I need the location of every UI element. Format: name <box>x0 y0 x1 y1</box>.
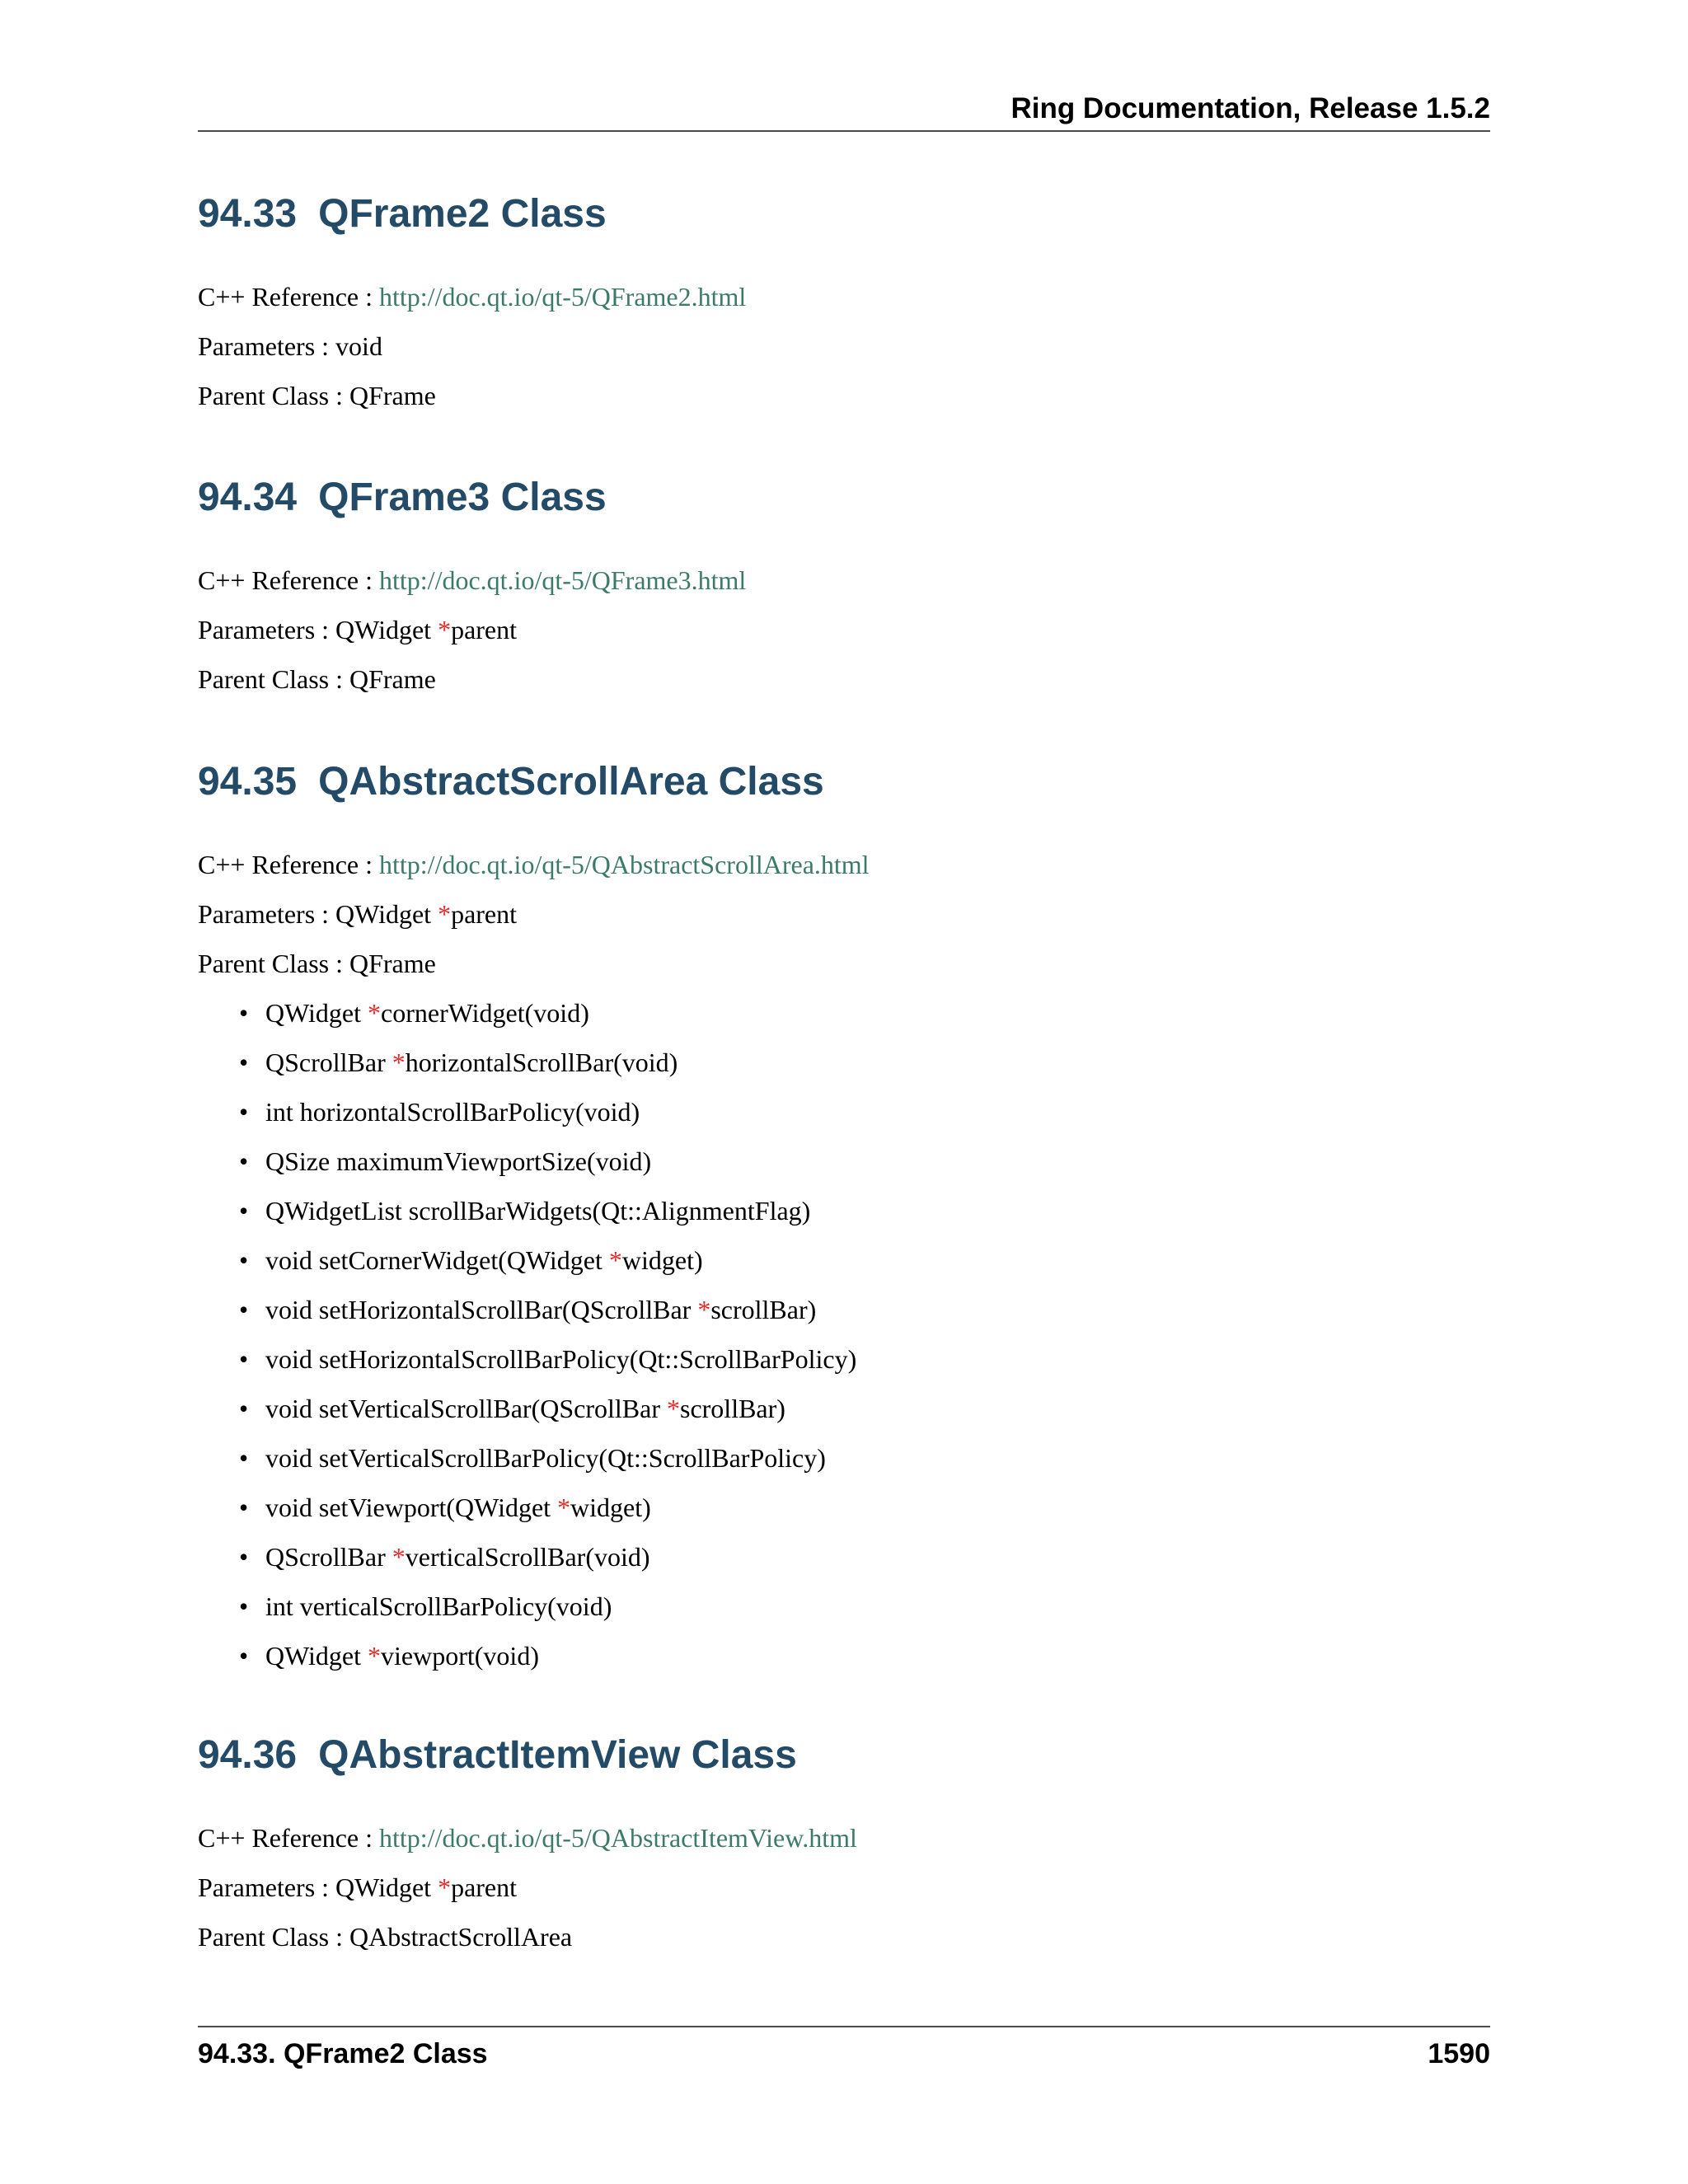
method-item <box>239 1137 1490 1186</box>
parameters <box>198 321 1490 371</box>
bullet-icon: • <box>239 1295 249 1324</box>
method-item <box>239 1087 1490 1137</box>
footer-page-number: 1590 <box>1428 2038 1490 2069</box>
document-title: Ring Documentation, Release 1.5.2 <box>1010 92 1490 124</box>
cpp-reference <box>198 840 1490 889</box>
section-meta <box>198 555 1490 704</box>
method-text-rest: viewport(void) <box>381 1641 539 1671</box>
pointer-star: * <box>608 1245 622 1275</box>
section-heading <box>198 759 1490 805</box>
parent-class-value: QFrame <box>349 949 436 978</box>
parent-class-label: Parent Class : <box>198 1922 349 1952</box>
cpp-reference-link[interactable]: http://doc.qt.io/qt-5/QFrame2.html <box>379 282 747 312</box>
cpp-reference <box>198 555 1490 605</box>
method-item <box>239 988 1490 1038</box>
running-footer <box>198 2026 1490 2077</box>
pointer-star: * <box>697 1295 711 1324</box>
bullet-icon: • <box>239 1493 249 1522</box>
running-header <box>198 89 1490 132</box>
method-text: void setVerticalScrollBarPolicy(Qt::ScrollBarPolicy) <box>265 1443 826 1473</box>
parent-class-value: QFrame <box>349 381 436 410</box>
method-text-rest: widget) <box>621 1245 703 1275</box>
pointer-star: * <box>438 899 452 929</box>
method-item <box>239 1285 1490 1334</box>
parameters-label: Parameters : <box>198 1872 336 1902</box>
method-item <box>239 1483 1490 1532</box>
section-qabstractitemview <box>198 1732 1490 1961</box>
bullet-icon: • <box>239 1146 249 1176</box>
footer-section-title: 94.33. QFrame2 Class <box>198 2038 488 2069</box>
cpp-reference-link[interactable]: http://doc.qt.io/qt-5/QAbstractItemView.html <box>379 1823 857 1853</box>
parameters <box>198 1863 1490 1912</box>
parent-class <box>198 1912 1490 1961</box>
parent-class-label: Parent Class : <box>198 381 349 410</box>
method-text-rest: cornerWidget(void) <box>381 998 589 1028</box>
parent-class-label: Parent Class : <box>198 949 349 978</box>
parameters-label: Parameters : <box>198 899 336 929</box>
pointer-star: * <box>392 1047 406 1077</box>
parent-class-label: Parent Class : <box>198 664 349 694</box>
bullet-icon: • <box>239 1641 249 1671</box>
section-heading <box>198 191 1490 237</box>
parameters-type: QWidget <box>335 899 438 929</box>
method-text-rest: horizontalScrollBar(void) <box>405 1047 678 1077</box>
method-item <box>239 1582 1490 1631</box>
method-text: void setViewport(QWidget <box>265 1493 558 1522</box>
section-qframe3 <box>198 475 1490 704</box>
method-item <box>239 1038 1490 1087</box>
method-text: QWidget <box>265 1641 368 1671</box>
parameters-name: parent <box>451 1872 518 1902</box>
method-item <box>239 1532 1490 1582</box>
method-text: void setHorizontalScrollBar(QScrollBar <box>265 1295 698 1324</box>
parent-class <box>198 371 1490 420</box>
section-meta <box>198 840 1490 1680</box>
bullet-icon: • <box>239 1245 249 1275</box>
method-text-rest: widget) <box>570 1493 651 1522</box>
section-heading <box>198 475 1490 521</box>
bullet-icon: • <box>239 1443 249 1473</box>
method-text: int verticalScrollBarPolicy(void) <box>265 1591 612 1621</box>
method-item <box>239 1631 1490 1680</box>
pointer-star: * <box>557 1493 571 1522</box>
parameters <box>198 889 1490 939</box>
method-text: QScrollBar <box>265 1047 392 1077</box>
cpp-reference <box>198 272 1490 321</box>
cpp-reference-label: C++ Reference : <box>198 565 379 595</box>
section-number: 94.35 <box>198 760 298 804</box>
pointer-star: * <box>368 998 382 1028</box>
bullet-icon: • <box>239 1047 249 1077</box>
bullet-icon: • <box>239 1542 249 1572</box>
section-qframe2 <box>198 191 1490 420</box>
method-text: void setCornerWidget(QWidget <box>265 1245 609 1275</box>
section-number: 94.36 <box>198 1733 298 1777</box>
bullet-icon: • <box>239 1344 249 1374</box>
cpp-reference-link[interactable]: http://doc.qt.io/qt-5/QFrame3.html <box>379 565 747 595</box>
parameters-label: Parameters : <box>198 615 336 644</box>
pointer-star: * <box>666 1394 680 1423</box>
parameters <box>198 605 1490 654</box>
method-text-rest: scrollBar) <box>679 1394 785 1423</box>
section-meta <box>198 272 1490 420</box>
method-item <box>239 1235 1490 1285</box>
section-number: 94.33 <box>198 192 298 236</box>
parameters-label: Parameters : <box>198 331 336 361</box>
parameters-type: QWidget <box>335 615 438 644</box>
section-heading <box>198 1732 1490 1779</box>
section-title: QAbstractScrollArea Class <box>318 760 824 804</box>
method-text: QScrollBar <box>265 1542 392 1572</box>
bullet-icon: • <box>239 1097 249 1127</box>
method-text: QWidgetList scrollBarWidgets(Qt::AlignmentFlag) <box>265 1196 811 1226</box>
method-text: QSize maximumViewportSize(void) <box>265 1146 652 1176</box>
bullet-icon: • <box>239 1196 249 1226</box>
method-text: void setHorizontalScrollBarPolicy(Qt::ScrollBarPolicy) <box>265 1344 857 1374</box>
cpp-reference-label: C++ Reference : <box>198 1823 379 1853</box>
method-item <box>239 1384 1490 1433</box>
cpp-reference <box>198 1813 1490 1863</box>
parameters-value: void <box>335 331 382 361</box>
section-meta <box>198 1813 1490 1961</box>
cpp-reference-label: C++ Reference : <box>198 282 379 312</box>
method-item <box>239 1186 1490 1235</box>
parameters-type: QWidget <box>335 1872 438 1902</box>
document-page <box>198 0 1490 2184</box>
section-title: QFrame2 Class <box>318 192 607 236</box>
section-number: 94.34 <box>198 476 298 519</box>
pointer-star: * <box>392 1542 406 1572</box>
pointer-star: * <box>438 615 452 644</box>
method-text: QWidget <box>265 998 368 1028</box>
bullet-icon: • <box>239 998 249 1028</box>
bullet-icon: • <box>239 1394 249 1423</box>
section-title: QAbstractItemView Class <box>318 1733 797 1777</box>
method-text: void setVerticalScrollBar(QScrollBar <box>265 1394 667 1423</box>
pointer-star: * <box>368 1641 382 1671</box>
parameters-name: parent <box>451 615 518 644</box>
section-qabstractscrollarea <box>198 759 1490 1680</box>
parent-class-value: QAbstractScrollArea <box>349 1922 573 1952</box>
parent-class <box>198 654 1490 704</box>
method-text-rest: verticalScrollBar(void) <box>405 1542 650 1572</box>
method-text: int horizontalScrollBarPolicy(void) <box>265 1097 640 1127</box>
bullet-icon: • <box>239 1591 249 1621</box>
pointer-star: * <box>438 1872 452 1902</box>
method-text-rest: scrollBar) <box>710 1295 817 1324</box>
method-list <box>198 988 1490 1680</box>
section-title: QFrame3 Class <box>318 476 607 519</box>
parameters-name: parent <box>451 899 518 929</box>
method-item <box>239 1433 1490 1483</box>
cpp-reference-link[interactable]: http://doc.qt.io/qt-5/QAbstractScrollArea.html <box>379 850 870 879</box>
method-item <box>239 1334 1490 1384</box>
cpp-reference-label: C++ Reference : <box>198 850 379 879</box>
parent-class <box>198 939 1490 988</box>
parent-class-value: QFrame <box>349 664 436 694</box>
